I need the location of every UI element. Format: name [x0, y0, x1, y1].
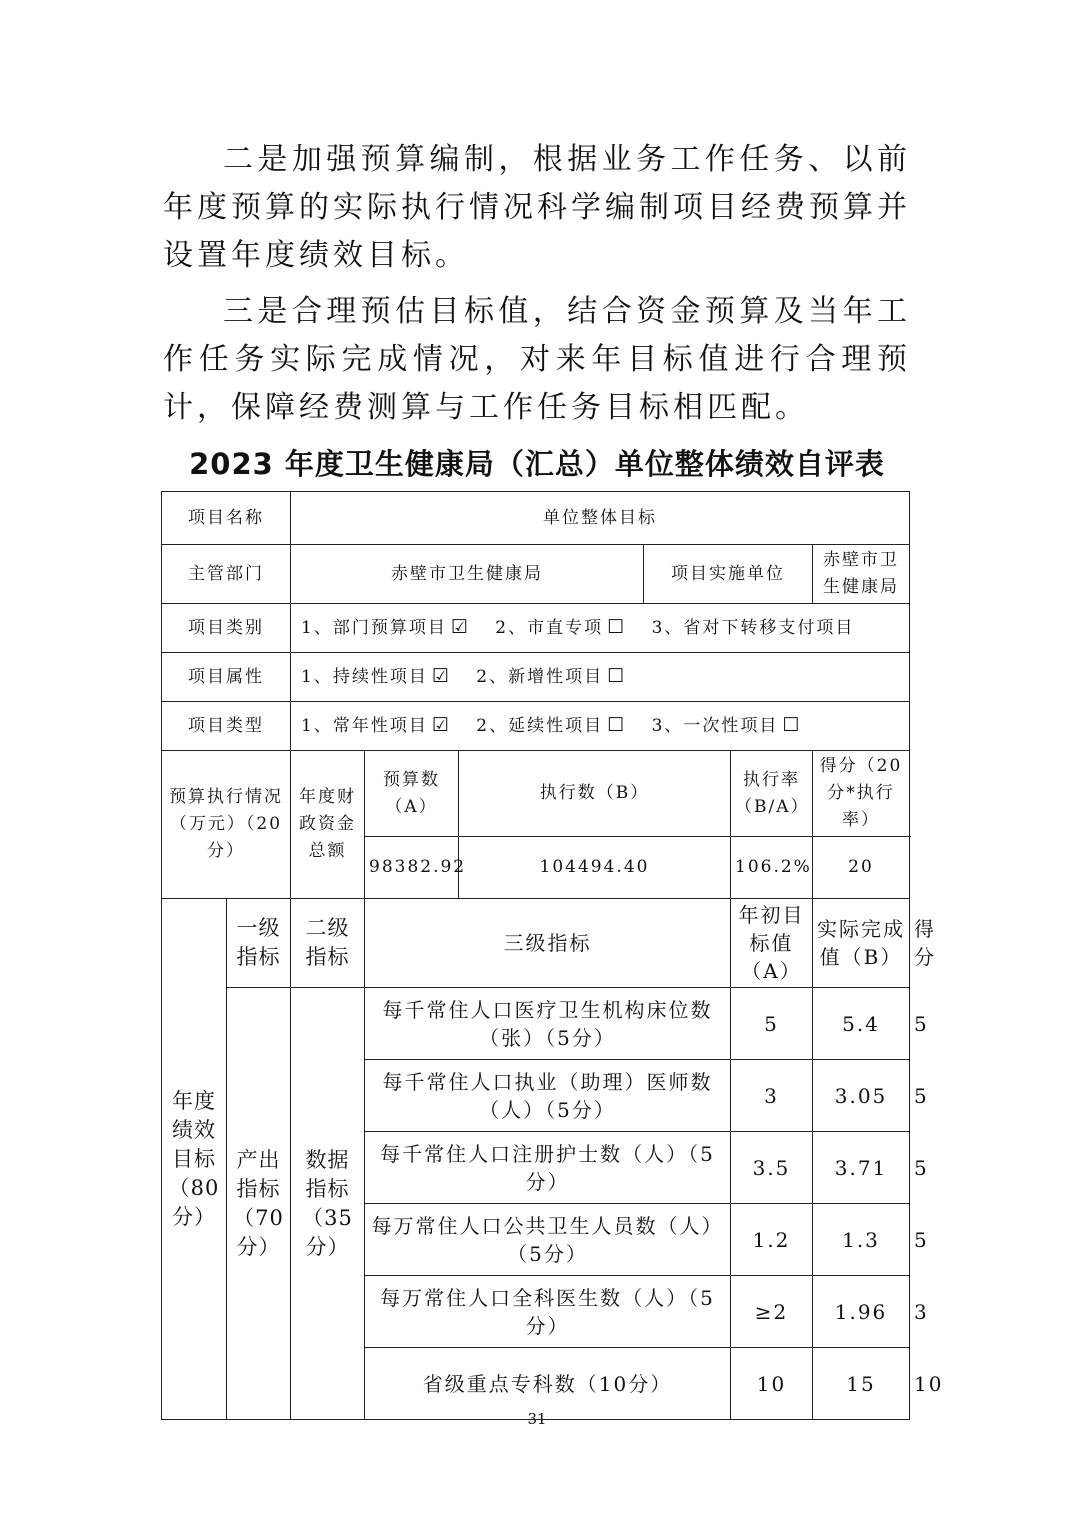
category-options	[291, 604, 910, 653]
attr-label: 项目属性	[162, 653, 291, 702]
attr-option-continuing: 1、持续性项目 ☑	[301, 663, 451, 691]
indicator-name: 每万常住人口全科医生数（人）（5分）	[365, 1276, 731, 1348]
budget-score-header: 得分（20分*执行率）	[813, 751, 910, 837]
exec-rate-header: 执行率（B/A）	[731, 751, 813, 837]
level3-header: 三级指标	[365, 899, 731, 988]
table-row	[162, 545, 910, 604]
budget-a-value: 98382.92	[365, 837, 459, 899]
indicator-actual: 3.71	[813, 1132, 910, 1204]
budget-b-value: 104494.40	[459, 837, 731, 899]
table-row: 省级重点专科数（10分） 10 15 10	[162, 1348, 910, 1420]
type-option-onetime: 3、一次性项目 ☐	[652, 712, 802, 740]
indicator-name: 每千常住人口执业（助理）医师数（人）（5分）	[365, 1060, 731, 1132]
table-row	[162, 653, 910, 702]
level2-header: 二级指标	[291, 899, 365, 988]
table-row	[162, 702, 910, 751]
indicator-target: 5	[731, 988, 813, 1060]
indicator-target: 10	[731, 1348, 813, 1420]
checked-box-icon: ☑	[431, 665, 451, 687]
indicator-name: 每千常住人口医疗卫生机构床位数（张）（5分）	[365, 988, 731, 1060]
indicator-actual: 1.3	[813, 1204, 910, 1276]
impl-label: 项目实施单位	[644, 545, 813, 604]
annual-perf-label: 年度绩效目标（80分）	[162, 899, 227, 1420]
indicator-target: 3.5	[731, 1132, 813, 1204]
category-option-city-special: 2、市直专项 ☐	[495, 614, 626, 642]
type-option-extended: 2、延续性项目 ☐	[476, 712, 626, 740]
table-row: 产出指标（70分） 数据指标（35分） 每千常住人口医疗卫生机构床位数（张）（5分） 5 5.4 5	[162, 988, 910, 1060]
target-header: 年初目标值（A）	[731, 899, 813, 988]
category-option-dept-budget: 1、部门预算项目 ☑	[301, 614, 470, 642]
impl-value: 赤壁市卫生健康局	[813, 545, 910, 604]
annual-fund-label: 年度财政资金总额	[291, 751, 365, 899]
type-options	[291, 702, 910, 751]
table-title: 2023 年度卫生健康局（汇总）单位整体绩效自评表	[189, 447, 885, 481]
level1-header: 一级指标	[227, 899, 291, 988]
indicator-name: 每万常住人口公共卫生人员数（人）（5分）	[365, 1204, 731, 1276]
indicator-name: 每千常住人口注册护士数（人）（5分）	[365, 1132, 731, 1204]
table-row	[162, 604, 910, 653]
indicator-target: 1.2	[731, 1204, 813, 1276]
table-row: 年度绩效目标（80分） 一级指标 二级指标 三级指标 年初目标值（A） 实际完成值（B） 得分	[162, 899, 910, 988]
type-option-annual: 1、常年性项目 ☑	[301, 712, 451, 740]
indicator-actual: 3.05	[813, 1060, 910, 1132]
table-row: 每万常住人口全科医生数（人）（5分） ≥2 1.96 3	[162, 1276, 910, 1348]
table-row	[162, 751, 910, 837]
table-row	[162, 492, 910, 545]
level2-value: 数据指标（35分）	[291, 988, 365, 1420]
empty-box-icon: ☐	[782, 714, 802, 736]
page-number: 31	[527, 1410, 547, 1428]
indicator-actual: 1.96	[813, 1276, 910, 1348]
indicator-actual: 5.4	[813, 988, 910, 1060]
checked-box-icon: ☑	[431, 714, 451, 736]
budget-a-header: 预算数（A）	[365, 751, 459, 837]
category-label: 项目类别	[162, 604, 291, 653]
budget-execution-label: 预算执行情况（万元）（20分）	[162, 751, 291, 899]
dept-value: 赤壁市卫生健康局	[291, 545, 644, 604]
empty-box-icon: ☐	[607, 665, 627, 687]
indicator-target: ≥2	[731, 1276, 813, 1348]
dept-label: 主管部门	[162, 545, 291, 604]
empty-box-icon: ☐	[607, 714, 627, 736]
project-name-value: 单位整体目标	[291, 492, 910, 545]
paragraph-target-estimation: 三是合理预估目标值，结合资金预算及当年工作任务实际完成情况，对来年目标值进行合理预计，保障经费测算与工作任务目标相匹配。	[163, 294, 911, 425]
indicator-name: 省级重点专科数（10分）	[365, 1348, 731, 1420]
actual-header: 实际完成值（B）	[813, 899, 910, 988]
category-option-transfer: 3、省对下转移支付项目	[651, 618, 855, 638]
indicator-target: 3	[731, 1060, 813, 1132]
budget-b-header: 执行数（B）	[459, 751, 731, 837]
checked-box-icon: ☑	[450, 616, 470, 638]
budget-score-value: 20	[813, 837, 910, 899]
level1-value: 产出指标（70分）	[227, 988, 291, 1420]
paragraph-budget-compilation: 二是加强预算编制，根据业务工作任务、以前年度预算的实际执行情况科学编制项目经费预算并设置年度绩效目标。	[163, 142, 911, 273]
empty-box-icon: ☐	[607, 616, 627, 638]
table-row: 每千常住人口执业（助理）医师数（人）（5分） 3 3.05 5	[162, 1060, 910, 1132]
exec-rate-value: 106.2%	[731, 837, 813, 899]
self-evaluation-table	[161, 491, 944, 1420]
type-label: 项目类型	[162, 702, 291, 751]
project-name-label: 项目名称	[162, 492, 291, 545]
indicator-actual: 15	[813, 1348, 910, 1420]
attr-options	[291, 653, 910, 702]
attr-option-new: 2、新增性项目 ☐	[476, 663, 626, 691]
table-row: 每千常住人口注册护士数（人）（5分） 3.5 3.71 5	[162, 1132, 910, 1204]
table-row: 每万常住人口公共卫生人员数（人）（5分） 1.2 1.3 5	[162, 1204, 910, 1276]
